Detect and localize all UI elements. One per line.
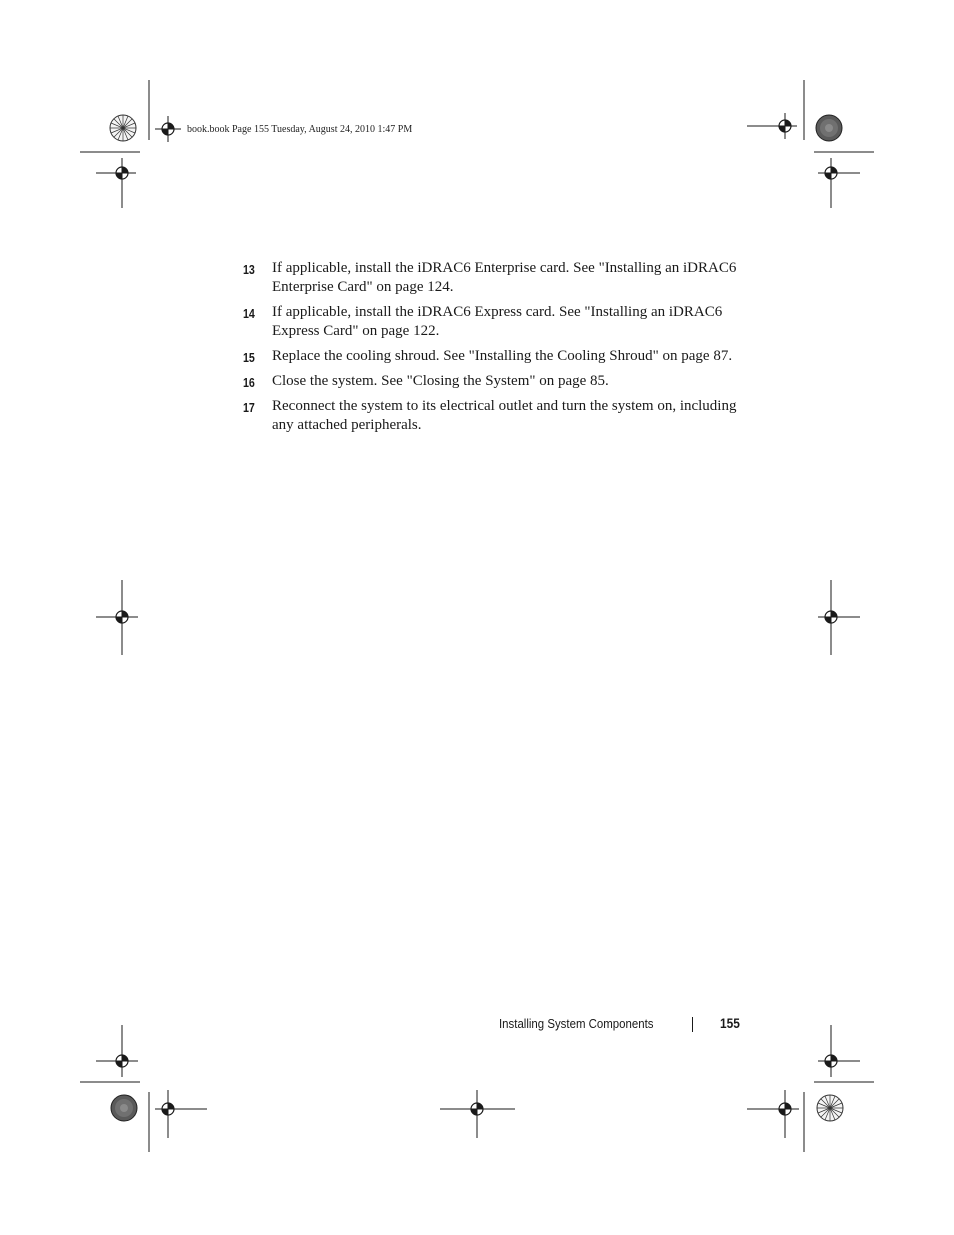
step-text: Reconnect the system to its electrical outlet and turn the system on, including any attached peripherals. (272, 398, 737, 433)
step-number: 16 (243, 375, 255, 390)
list-item (243, 303, 743, 341)
registration-target-icon (818, 1025, 860, 1077)
color-bar-circle-icon (815, 114, 843, 142)
starburst-icon (108, 113, 138, 143)
crop-mark-bottom-right (803, 1092, 805, 1152)
list-item (243, 347, 743, 366)
list-item (243, 397, 743, 435)
starburst-icon (815, 1093, 845, 1123)
step-text: If applicable, install the iDRAC6 Enterprise card. See "Installing an iDRAC6 Enterprise Card" on page 124. (272, 260, 737, 295)
footer-divider (692, 1017, 693, 1032)
list-item (243, 372, 743, 391)
step-text: Close the system. See "Closing the System" on page 85. (272, 373, 609, 389)
crop-mark-bottom-right-horizontal (814, 1081, 874, 1083)
registration-target-icon (747, 113, 797, 139)
step-text: Replace the cooling shroud. See "Installing the Cooling Shroud" on page 87. (272, 348, 733, 364)
step-list (243, 259, 743, 441)
registration-target-icon (155, 116, 181, 142)
page-number: 155 (720, 1015, 740, 1031)
registration-target-icon (818, 158, 860, 208)
registration-target-icon (96, 1025, 138, 1077)
crop-mark-bottom-left-horizontal (80, 1081, 140, 1083)
crop-mark-top-left-horizontal (80, 151, 140, 153)
registration-target-icon (96, 158, 136, 208)
registration-target-icon (440, 1090, 515, 1138)
registration-target-icon (96, 580, 138, 655)
step-text: If applicable, install the iDRAC6 Express card. See "Installing an iDRAC6 Express Card" on page 122. (272, 304, 723, 339)
list-item (243, 259, 743, 297)
crop-mark-top-left (148, 80, 150, 140)
crop-mark-top-right-horizontal (814, 151, 874, 153)
step-number: 17 (243, 400, 255, 415)
crop-mark-bottom-left (148, 1092, 150, 1152)
step-number: 13 (243, 262, 255, 277)
step-number: 14 (243, 306, 255, 321)
color-bar-circle-icon (110, 1094, 138, 1122)
registration-target-icon (155, 1090, 207, 1138)
registration-target-icon (747, 1090, 799, 1138)
footer-section-title: Installing System Components (499, 1016, 654, 1031)
step-number: 15 (243, 350, 255, 365)
print-slug: book.book Page 155 Tuesday, August 24, 2010 1:47 PM (187, 124, 413, 135)
registration-target-icon (818, 580, 860, 655)
crop-mark-top-right (803, 80, 805, 140)
